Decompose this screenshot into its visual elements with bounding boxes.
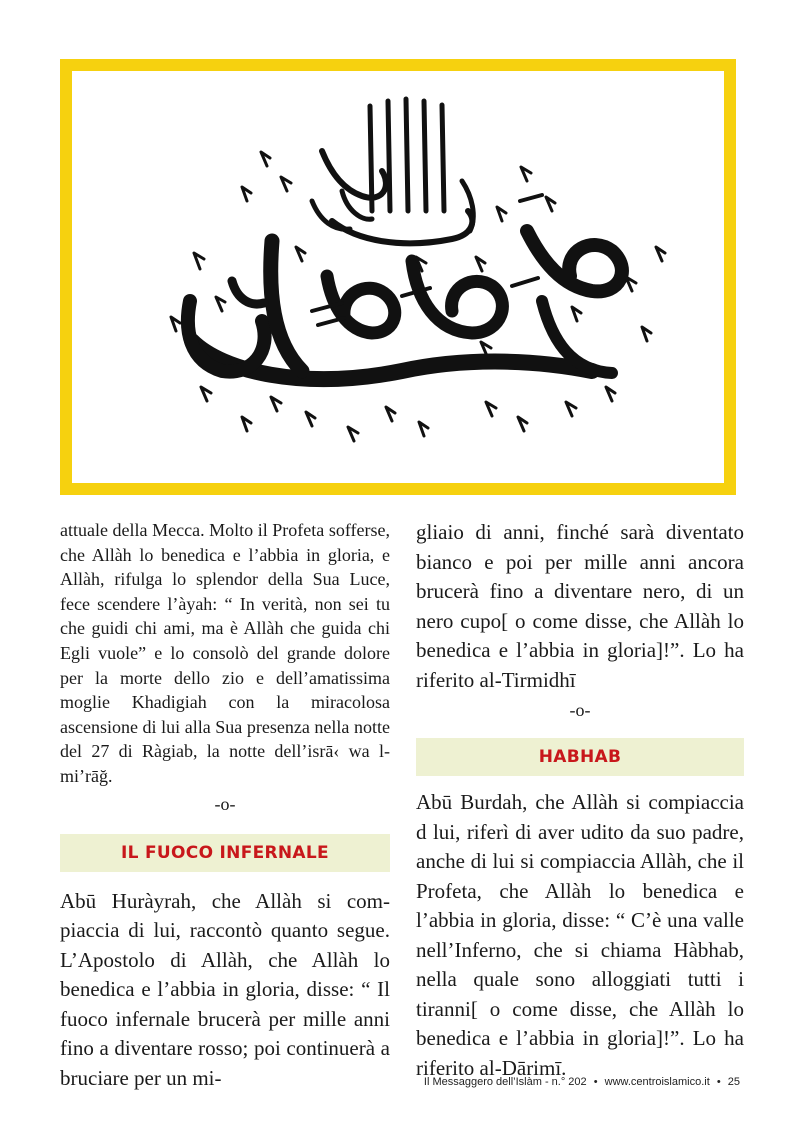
intro-paragraph: attuale della Mecca. Molto il Profeta sofferse, che Allàh lo benedica e l’abbia in gloria, e Allàh, rifulga lo splendor della Sua Luce, fece scendere l’àyah: “ In verità, non sei tu che guidi chi ami, ma è Allàh che guida chi Egli vuole” e lo consolò del grande dolore per la morte dello zio e dell’amatissima moglie Khadigiah con la miracolosa ascensione di lui alla Sua presenza nella notte del 27 di Ràgiab, la notte dell’isrā‹ wa l-mi’rāğ.	[60, 520, 390, 786]
fuoco-infernale-paragraph: Abū Huràyrah, che Allàh si compiaccia di lui, raccontò quanto segue. L’Apostolo di Allàh, che Allàh lo benedica e l’abbia in gloria, disse: “ Il fuoco infernale brucerà per mille anni fino a diventare rosso; poi continuerà a bruciare per un mi-	[60, 888, 390, 1090]
left-column	[60, 518, 390, 1093]
right-column	[416, 518, 744, 1083]
continued-paragraph: gliaio di anni, finché sarà diventato bianco e poi per mille anni ancora brucerà fino a diventare nero, di un nero cupo[ o come disse, che Allàh lo benedica e l’abbia in gloria]!”. Lo ha riferito al-Tirmidhī	[416, 520, 744, 692]
page-number: 25	[727, 1076, 740, 1088]
magazine-title: Il Messaggero dell’Islàm - n.° 202	[423, 1076, 587, 1088]
page-footer	[422, 1076, 742, 1088]
section-heading-habhab: HABHAB	[416, 738, 744, 776]
calligraphy-banner	[60, 59, 736, 495]
website-link[interactable]: www.centroislamico.it	[604, 1076, 710, 1088]
section-separator: -o-	[214, 793, 236, 814]
section-separator: -o-	[569, 700, 591, 720]
habhab-paragraph: Abū Burdah, che Allàh si compiaccia d lui, riferì di aver udito da suo padre, anche di lui si compiaccia Allàh, che il Profeta, che Allàh lo benedica e l’abbia in gloria, disse: “ C’è una valle nell’Inferno, che si chiama Hàbhab, nella quale sono alloggiati tutti i tiranni[ o come disse, che Allàh lo benedica e l’abbia in gloria]!”. Lo ha riferito al-Dārimī.	[416, 790, 744, 1080]
footer-bullet: •	[593, 1076, 598, 1088]
calligraphy-muhammad-icon	[72, 71, 724, 483]
section-heading-fuoco-infernale: IL FUOCO INFERNALE	[60, 834, 390, 872]
footer-bullet: •	[716, 1076, 721, 1088]
